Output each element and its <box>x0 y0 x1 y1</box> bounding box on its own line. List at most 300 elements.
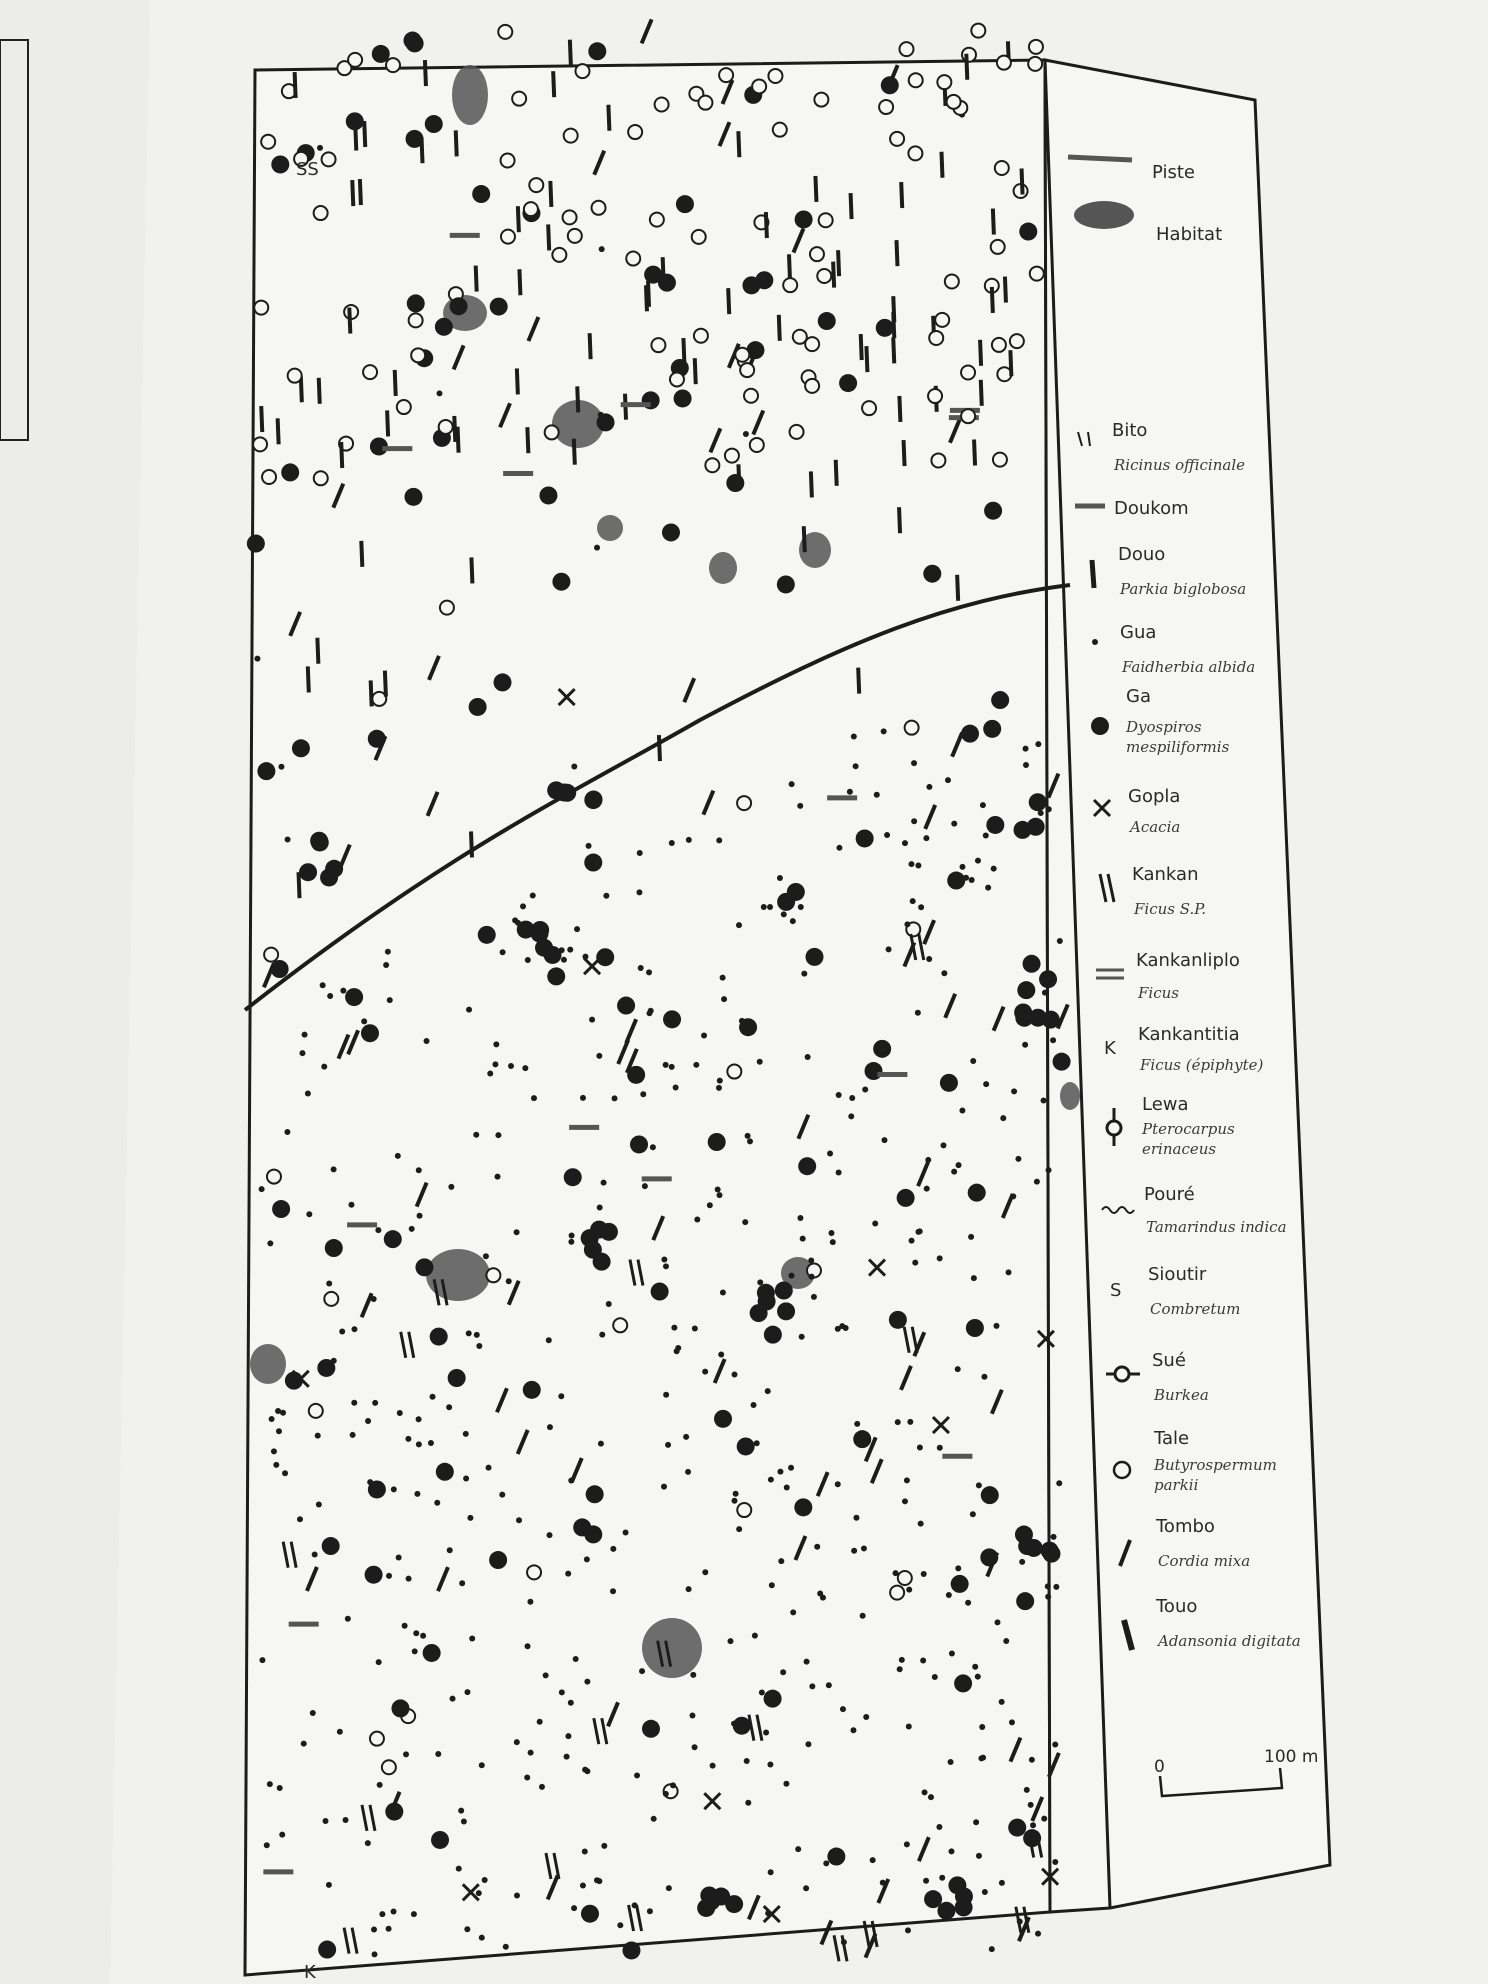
gua-symbol <box>823 1860 829 1866</box>
gua-symbol <box>315 1433 321 1439</box>
gua-symbol <box>926 784 932 790</box>
gua-symbol <box>809 1274 815 1280</box>
tale-symbol <box>992 338 1006 352</box>
gua-symbol <box>372 1951 378 1957</box>
legend-latin-ga-line1: Dyospiros <box>1126 718 1202 736</box>
gua-symbol <box>906 1587 912 1593</box>
gua-symbol <box>777 875 783 881</box>
douo-symbol <box>893 337 894 363</box>
gua-symbol <box>1042 990 1048 996</box>
legend-name-doukom: Doukom <box>1114 498 1189 519</box>
douo-symbol <box>471 557 472 583</box>
douo-symbol <box>992 287 993 313</box>
gua-symbol <box>527 1599 533 1605</box>
tale-symbol <box>945 274 959 288</box>
gua-symbol <box>493 1041 499 1047</box>
tale-symbol <box>397 400 411 414</box>
gua-symbol <box>661 1484 667 1490</box>
gua-symbol <box>365 1418 371 1424</box>
gua-symbol <box>732 1498 738 1504</box>
gua-symbol <box>466 1007 472 1013</box>
tale-symbol <box>773 123 787 137</box>
gua-symbol <box>1035 1931 1041 1937</box>
tale-symbol <box>814 93 828 107</box>
gua-symbol <box>904 1477 910 1483</box>
gua-symbol <box>316 1501 322 1507</box>
gua-symbol <box>1041 1098 1047 1104</box>
gua-symbol <box>936 1824 942 1830</box>
gua-symbol <box>584 1679 590 1685</box>
ga-symbol <box>1042 1545 1060 1563</box>
gua-symbol <box>983 833 989 839</box>
tale-symbol <box>725 449 739 463</box>
gua-symbol <box>1009 1719 1015 1725</box>
tale-symbol <box>411 348 425 362</box>
gua-symbol <box>351 1400 357 1406</box>
ga-symbol <box>954 1674 972 1692</box>
gua-symbol <box>254 656 260 662</box>
gua-symbol <box>863 1714 869 1720</box>
tale-symbol <box>995 161 1009 175</box>
habitat-patch <box>642 1618 702 1678</box>
gua-symbol <box>525 957 531 963</box>
ga-symbol <box>391 1699 409 1717</box>
gua-symbol <box>788 1465 794 1471</box>
gua-symbol <box>411 1911 417 1917</box>
ga-symbol <box>271 960 289 978</box>
douo-symbol <box>577 386 578 412</box>
tale-symbol <box>261 135 275 149</box>
ga-symbol <box>839 374 857 392</box>
gua-symbol <box>767 1761 773 1767</box>
gua-symbol <box>928 1794 934 1800</box>
gua-symbol <box>661 1257 667 1263</box>
gua-symbol <box>989 1946 995 1952</box>
douo-symbol <box>1022 168 1023 194</box>
gua-symbol <box>663 1062 669 1068</box>
douo-symbol <box>548 224 549 250</box>
gua-symbol <box>568 1700 574 1706</box>
ga-symbol <box>947 872 965 890</box>
douo-symbol <box>518 206 519 232</box>
douo-symbol <box>570 40 571 66</box>
gua-symbol <box>702 1369 708 1375</box>
ga-symbol <box>642 1720 660 1738</box>
gua-symbol <box>923 835 929 841</box>
gua-symbol <box>565 1733 571 1739</box>
gua-symbol <box>686 837 692 843</box>
gua-symbol <box>639 1668 645 1674</box>
douo-symbol <box>728 288 729 314</box>
gua-symbol <box>601 1843 607 1849</box>
ga-symbol <box>490 298 508 316</box>
gua-symbol <box>911 760 917 766</box>
gua-symbol <box>747 1138 753 1144</box>
gua-symbol <box>804 1659 810 1665</box>
habitat-patch <box>250 1344 286 1384</box>
douo-symbol <box>519 269 520 295</box>
gua-symbol <box>790 918 796 924</box>
habitat-patch <box>709 552 737 584</box>
gua-symbol <box>409 1226 415 1232</box>
gua-symbol <box>514 1229 520 1235</box>
gua-symbol <box>757 1059 763 1065</box>
gua-symbol <box>663 1392 669 1398</box>
tale-symbol <box>735 348 749 362</box>
gua-symbol <box>464 1926 470 1932</box>
gua-symbol <box>836 1170 842 1176</box>
gua-symbol <box>854 1421 860 1427</box>
gua-symbol <box>949 1650 955 1656</box>
gua-symbol <box>849 1095 855 1101</box>
gua-symbol <box>1034 1179 1040 1185</box>
ga-symbol <box>733 1717 751 1735</box>
ga-symbol <box>600 1223 618 1241</box>
gua-symbol <box>1029 1757 1035 1763</box>
douo-symbol <box>458 427 459 453</box>
ga-symbol <box>991 691 1009 709</box>
tale-symbol <box>909 73 923 87</box>
ga-symbol <box>764 1690 782 1708</box>
ga-symbol <box>588 42 606 60</box>
tale-symbol <box>744 389 758 403</box>
ga-symbol <box>827 1848 845 1866</box>
gua-symbol <box>902 840 908 846</box>
gua-symbol <box>371 1926 377 1932</box>
douo-symbol <box>695 358 696 384</box>
ga-symbol <box>539 486 557 504</box>
ga-symbol <box>257 762 275 780</box>
tale-symbol <box>961 409 975 423</box>
gua-symbol <box>448 1184 454 1190</box>
gua-symbol <box>690 1672 696 1678</box>
gua-symbol <box>917 1228 923 1234</box>
scale-max: 100 m <box>1264 1747 1319 1767</box>
tale-symbol <box>752 79 766 93</box>
ga-symbol <box>981 1486 999 1504</box>
ga-symbol <box>775 1282 793 1300</box>
tale-symbol <box>740 363 754 377</box>
gua-symbol <box>994 1323 1000 1329</box>
douo-symbol <box>766 212 767 238</box>
ga-symbol <box>955 1898 973 1916</box>
gua-symbol <box>525 1643 531 1649</box>
gua-symbol <box>310 1710 316 1716</box>
gua-symbol <box>683 1434 689 1440</box>
gua-symbol <box>414 1491 420 1497</box>
gua-symbol <box>1057 938 1063 944</box>
gua-symbol <box>280 1410 286 1416</box>
tale-symbol <box>768 69 782 83</box>
gua-symbol <box>434 1651 440 1657</box>
tale-symbol <box>363 365 377 379</box>
gua-symbol <box>736 1526 742 1532</box>
gua-symbol <box>396 1554 402 1560</box>
gua-symbol <box>945 777 951 783</box>
ga-symbol <box>983 720 1001 738</box>
gua-symbol <box>547 1424 553 1430</box>
gua-symbol <box>763 1730 769 1736</box>
gua-symbol <box>970 1511 976 1517</box>
gua-symbol <box>610 1546 616 1552</box>
douo-symbol <box>901 182 902 208</box>
gua-symbol <box>589 1017 595 1023</box>
gua-symbol <box>827 1151 833 1157</box>
gua-symbol <box>751 1402 757 1408</box>
gua-symbol <box>492 1061 498 1067</box>
gua-symbol <box>717 1192 723 1198</box>
ga-symbol <box>346 112 364 130</box>
gua-symbol <box>968 1234 974 1240</box>
douo-symbol <box>866 346 867 372</box>
gua-symbol <box>663 1263 669 1269</box>
gua-symbol <box>602 954 608 960</box>
tale-symbol <box>324 1292 338 1306</box>
gua-symbol <box>994 1619 1000 1625</box>
gua-symbol <box>975 858 981 864</box>
gua-symbol <box>569 1233 575 1239</box>
gua-symbol <box>720 975 726 981</box>
gua-symbol <box>322 1818 328 1824</box>
tale-symbol <box>670 372 684 386</box>
gua-symbol <box>337 1729 343 1735</box>
ga-symbol <box>285 1372 303 1390</box>
tale-symbol <box>348 53 362 67</box>
douo-symbol <box>838 250 839 276</box>
gua-symbol <box>1015 1156 1021 1162</box>
gua-symbol <box>456 1866 462 1872</box>
douo-symbol <box>893 312 894 338</box>
gua-symbol <box>976 1853 982 1859</box>
ga-symbol <box>923 565 941 583</box>
ga-symbol <box>742 276 760 294</box>
gua-symbol <box>276 1428 282 1434</box>
tale-symbol <box>947 95 961 109</box>
gua-symbol <box>886 946 892 952</box>
gua-symbol <box>598 1441 604 1447</box>
gua-symbol <box>412 1648 418 1654</box>
ga-symbol <box>325 860 343 878</box>
gua-symbol <box>301 1741 307 1747</box>
tale-symbol <box>512 92 526 106</box>
tale-symbol <box>737 796 751 810</box>
gua-symbol <box>547 1532 553 1538</box>
ga-symbol <box>1029 793 1047 811</box>
ga-symbol <box>940 1074 958 1092</box>
gua-symbol <box>965 1600 971 1606</box>
douo-symbol <box>981 380 982 406</box>
gua-symbol <box>937 1255 943 1261</box>
map-label-k: K <box>304 1962 316 1983</box>
douo-symbol <box>352 180 353 206</box>
legend-habitat-symbol <box>1074 201 1134 229</box>
tale-symbol <box>592 201 606 215</box>
ga-symbol <box>630 1135 648 1153</box>
gua-symbol <box>428 1440 434 1446</box>
ga-symbol <box>986 816 1004 834</box>
gua-symbol <box>788 1273 794 1279</box>
gua-symbol <box>850 1727 856 1733</box>
gua-symbol <box>514 1739 520 1745</box>
gua-symbol <box>780 1669 786 1675</box>
gua-symbol <box>582 954 588 960</box>
ga-symbol <box>517 921 535 939</box>
gua-symbol <box>925 1157 931 1163</box>
douo-symbol <box>646 285 647 311</box>
gua-symbol <box>320 982 326 988</box>
gua-symbol <box>973 1819 979 1825</box>
ga-symbol <box>271 155 289 173</box>
tale-symbol <box>962 48 976 62</box>
legend-latin-tale-line1: Butyrospermum <box>1154 1456 1277 1474</box>
gua-symbol <box>872 1220 878 1226</box>
ga-symbol <box>777 893 795 911</box>
gua-symbol <box>391 1486 397 1492</box>
gua-symbol <box>574 926 580 932</box>
gua-symbol <box>693 1062 699 1068</box>
douo-symbol <box>553 71 554 97</box>
ga-symbol <box>489 1551 507 1569</box>
gua-symbol <box>1045 1594 1051 1600</box>
douo-symbol <box>349 308 350 334</box>
douo-symbol <box>811 471 812 497</box>
legend-latin-kankanliplo: Ficus <box>1138 984 1179 1002</box>
gua-symbol <box>720 1289 726 1295</box>
tale-symbol <box>527 1565 541 1579</box>
douo-symbol <box>471 831 472 857</box>
gua-symbol <box>982 1889 988 1895</box>
gua-symbol <box>479 1935 485 1941</box>
gua-symbol <box>809 1683 815 1689</box>
gua-symbol <box>634 1772 640 1778</box>
gua-symbol <box>956 1162 962 1168</box>
gua-symbol <box>306 1211 312 1217</box>
ga-symbol <box>281 463 299 481</box>
douo-symbol <box>317 638 318 664</box>
ga-symbol <box>1014 821 1032 839</box>
gua-symbol <box>805 1741 811 1747</box>
legend-latin-tale-line2: parkii <box>1154 1476 1199 1494</box>
tale-symbol <box>568 229 582 243</box>
gua-symbol <box>277 1785 283 1791</box>
tale-symbol <box>370 1732 384 1746</box>
gua-symbol <box>326 1281 332 1287</box>
gua-symbol <box>594 545 600 551</box>
gua-symbol <box>959 864 965 870</box>
gua-symbol <box>732 1372 738 1378</box>
gua-symbol <box>495 1132 501 1138</box>
gua-symbol <box>267 1240 273 1246</box>
gua-symbol <box>406 1576 412 1582</box>
gua-symbol <box>402 1623 408 1629</box>
gua-symbol <box>386 1573 392 1579</box>
gua-symbol <box>469 1635 475 1641</box>
tale-symbol <box>501 153 515 167</box>
gua-symbol <box>757 1279 763 1285</box>
ga-symbol <box>317 1359 335 1377</box>
ga-symbol <box>818 312 836 330</box>
tale-symbol <box>1028 57 1042 71</box>
gua-symbol <box>841 1939 847 1945</box>
gua-symbol <box>814 1544 820 1550</box>
ga-symbol <box>368 1480 386 1498</box>
gua-symbol <box>512 917 518 923</box>
legend-latin-sioutir: Combretum <box>1150 1300 1241 1318</box>
legend-name-tombo: Tombo <box>1156 1516 1215 1537</box>
gua-symbol <box>405 1436 411 1442</box>
gua-symbol <box>905 1927 911 1933</box>
tale-symbol <box>1010 334 1024 348</box>
ga-symbol <box>523 1381 541 1399</box>
legend-habitat-label: Habitat <box>1156 224 1223 245</box>
legend-piste-symbol <box>1068 157 1132 160</box>
scale-zero: 0 <box>1154 1757 1165 1777</box>
gua-symbol <box>650 1144 656 1150</box>
legend-douo-icon <box>1092 560 1094 588</box>
gua-symbol <box>702 1569 708 1575</box>
gua-symbol <box>267 1781 273 1787</box>
legend-latin-lewa-line1: Pterocarpus <box>1142 1120 1235 1138</box>
gua-symbol <box>940 1142 946 1148</box>
gua-symbol <box>669 840 675 846</box>
habitat-patch <box>452 65 488 125</box>
gua-symbol <box>617 1922 623 1928</box>
gua-symbol <box>716 837 722 843</box>
gua-symbol <box>1046 1167 1052 1173</box>
ga-symbol <box>662 523 680 541</box>
tale-symbol <box>805 379 819 393</box>
gua-symbol <box>476 1343 482 1349</box>
gua-symbol <box>674 1348 680 1354</box>
ga-symbol <box>674 389 692 407</box>
legend-name-kankan: Kankan <box>1132 864 1199 885</box>
gua-symbol <box>1011 1088 1017 1094</box>
ga-symbol <box>547 967 565 985</box>
ga-symbol <box>555 783 573 801</box>
gua-symbol <box>761 904 767 910</box>
tale-symbol <box>928 389 942 403</box>
gua-symbol <box>976 1482 982 1488</box>
gua-symbol <box>789 781 795 787</box>
tale-symbol <box>576 64 590 78</box>
tale-symbol <box>862 401 876 415</box>
ga-symbol <box>1025 1539 1043 1557</box>
tale-symbol <box>929 331 943 345</box>
habitat-patch <box>1060 1082 1080 1110</box>
gua-symbol <box>413 1630 419 1636</box>
gua-symbol <box>797 803 803 809</box>
gua-symbol <box>980 802 986 808</box>
douo-symbol <box>789 254 790 280</box>
tale-symbol <box>651 338 665 352</box>
gua-symbol <box>580 1095 586 1101</box>
gua-symbol <box>646 969 652 975</box>
gua-symbol <box>586 1526 592 1532</box>
tale-symbol <box>439 420 453 434</box>
gua-symbol <box>312 1552 318 1558</box>
ga-symbol <box>325 1239 343 1257</box>
tale-symbol <box>264 948 278 962</box>
ga-symbol <box>777 1302 795 1320</box>
ga-symbol <box>310 832 328 850</box>
douo-symbol <box>550 181 551 207</box>
legend-latin-lewa-line2: erinaceus <box>1142 1140 1217 1158</box>
douo-symbol <box>861 334 862 360</box>
douo-symbol <box>319 378 320 404</box>
gua-symbol <box>458 1808 464 1814</box>
gua-symbol <box>383 962 389 968</box>
ga-symbol <box>450 297 468 315</box>
